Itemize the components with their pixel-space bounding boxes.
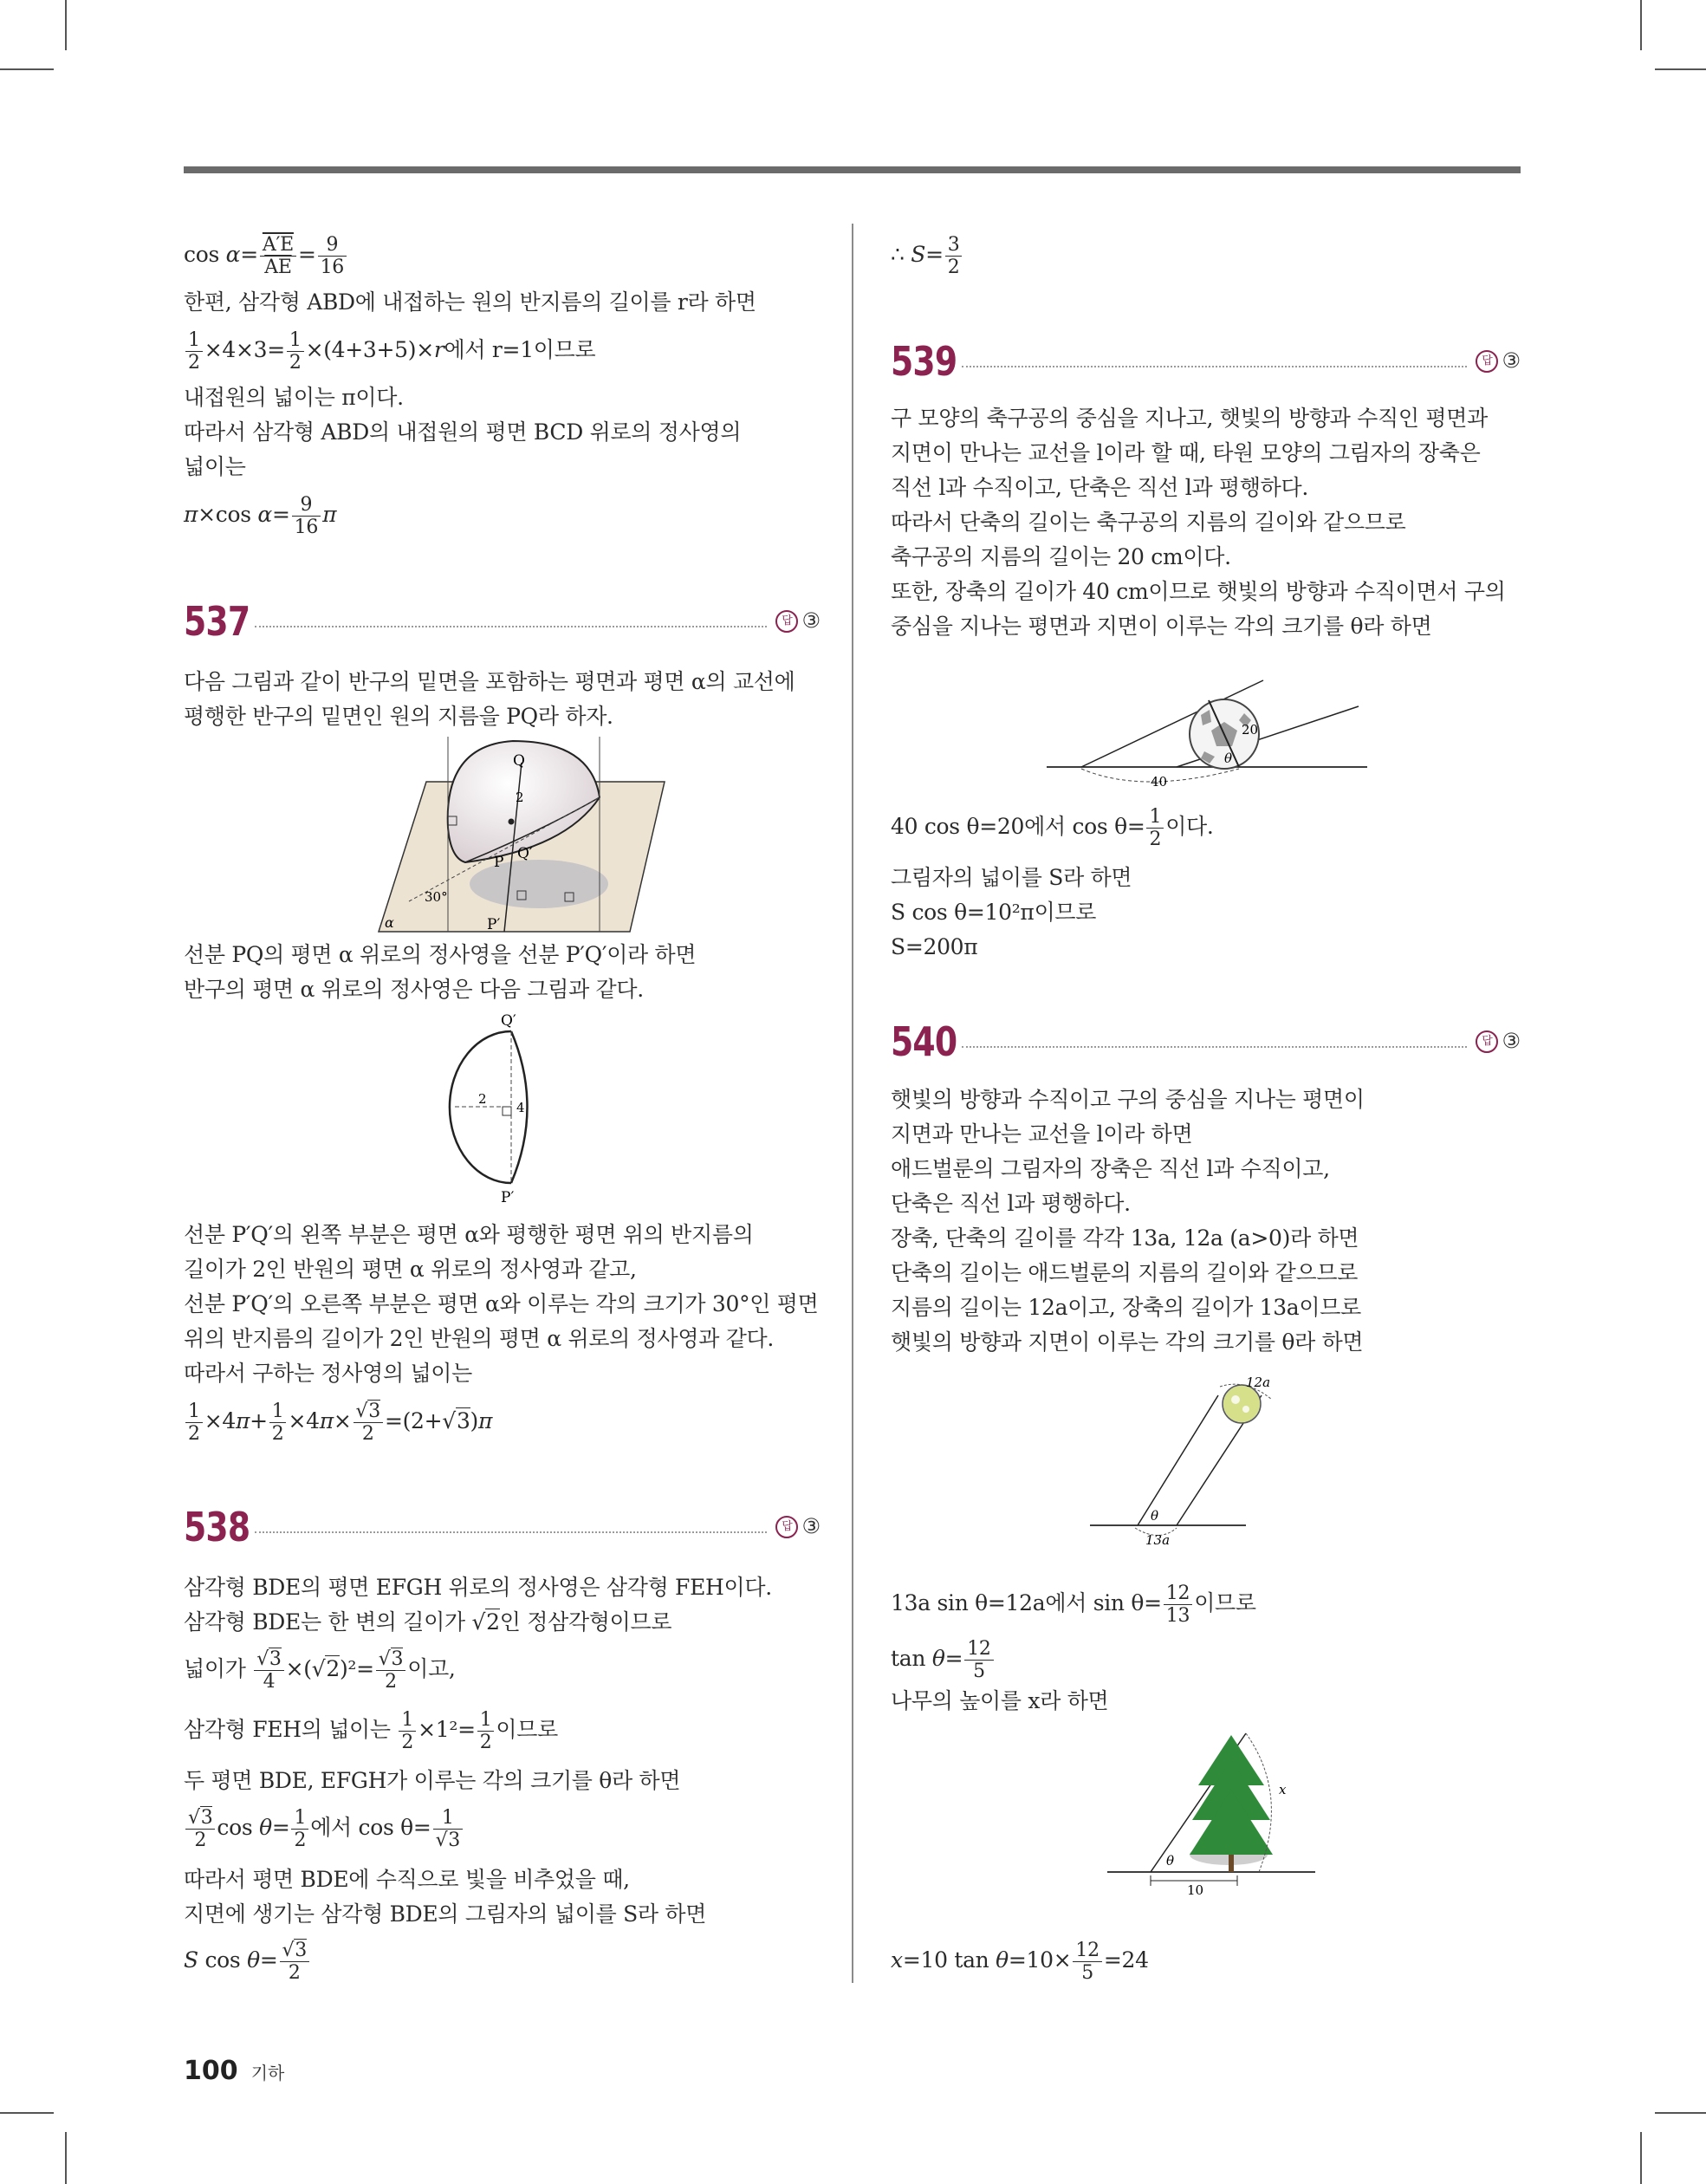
figure-hemisphere-projection (340, 737, 686, 936)
section-number: 538 (184, 1504, 250, 1550)
figure-soccer-ball-shadow (1047, 672, 1376, 802)
text-line: 단축의 길이는 애드벌룬의 지름의 길이와 같으므로 (891, 1260, 1359, 1285)
text-line: 선분 PQ의 평면 α 위로의 정사영을 선분 P′Q′이라 하면 (184, 942, 697, 967)
text-line: 길이가 2인 반원의 평면 α 위로의 정사영과 같고, (184, 1257, 637, 1282)
text-line: 따라서 삼각형 ABD의 내접원의 평면 BCD 위로의 정사영의 (184, 419, 742, 445)
text-line: 두 평면 BDE, EFGH가 이루는 각의 크기를 θ라 하면 (184, 1768, 681, 1793)
crop-mark (1655, 2112, 1706, 2114)
text-line: 내접원의 넓이는 π이다. (184, 385, 404, 410)
label-12a: 12a (1246, 1375, 1271, 1390)
section-538-header (184, 1504, 821, 1556)
label-q-prime: Q′ (517, 845, 533, 862)
formula-incircle: $\frac{1}{2}$ ×4×3= $\frac{1}{2}$ ×(4+3+5)×r에서 r=1이므로 (184, 329, 595, 374)
text-line: 햇빛의 방향과 수직이고 구의 중심을 지나는 평면이 (891, 1087, 1365, 1112)
crop-mark (1655, 68, 1706, 70)
text-line: 다음 그림과 같이 반구의 밑면을 포함하는 평면과 평면 α의 교선에 (184, 669, 795, 694)
section-540-header (891, 1018, 1521, 1070)
text-line: 지름의 길이는 12a이고, 장축의 길이가 13a이므로 (891, 1295, 1361, 1320)
label-x: x (1279, 1782, 1287, 1797)
formula-sin-theta: 13a sin θ=12a에서 sin θ= $\frac{12}{13}$ 이므로 (891, 1583, 1256, 1627)
figure-tree-height (1107, 1725, 1324, 1898)
text-line: 넓이는 (184, 454, 246, 479)
label-2: 2 (516, 790, 524, 805)
dotted-leader (962, 1046, 1467, 1048)
text-line: 햇빛의 방향과 지면이 이루는 각의 크기를 θ라 하면 (891, 1329, 1364, 1355)
column-divider (852, 224, 853, 1983)
answer-icon: 답 (1476, 350, 1498, 373)
text-line: 중심을 지나는 평면과 지면이 이루는 각의 크기를 θ라 하면 (891, 614, 1432, 639)
formula-feh-area: 삼각형 FEH의 넓이는 $\frac{1}{2}$ ×1²= $\frac{1}{2}$ 이므로 (184, 1709, 558, 1753)
text-line: 지면이 만나는 교선을 l이라 할 때, 타원 모양의 그림자의 장축은 (891, 440, 1481, 465)
label-p: P (494, 854, 504, 871)
formula-s-cos: S cos θ= $\frac{√3}{2}$ (184, 1940, 311, 1984)
text-line: 장축, 단축의 길이를 각각 13a, 12a (a>0)라 하면 (891, 1225, 1359, 1251)
text-line: 따라서 평면 BDE에 수직으로 빛을 비추었을 때, (184, 1867, 630, 1892)
formula-bde-area: 넓이가 $\frac{√3}{4}$ ×(√2)²= $\frac{√3}{2}$ 이고, (184, 1648, 456, 1693)
formula-tan-theta: tan θ= $\frac{12}{5}$ (891, 1638, 996, 1682)
text-line: S cos θ=10²π이므로 (891, 900, 1097, 925)
crop-mark (0, 68, 54, 70)
crop-mark (0, 2112, 54, 2114)
answer-icon: 답 (775, 610, 798, 633)
formula-therefore-s: ∴ S= $\frac{3}{2}$ (891, 234, 963, 278)
section-539-header (891, 338, 1521, 390)
label-q-prime: Q′ (501, 1012, 516, 1030)
crop-mark (1640, 0, 1642, 50)
top-rule (184, 166, 1521, 173)
label-2: 2 (478, 1091, 487, 1107)
answer-label: 답 ③ (1476, 348, 1521, 373)
label-20: 20 (1242, 722, 1259, 738)
text-line: 반구의 평면 α 위로의 정사영은 다음 그림과 같다. (184, 977, 644, 1002)
label-alpha: α (385, 914, 394, 931)
formula-x-result: x=10 tan θ=10× $\frac{12}{5}$ =24 (891, 1940, 1149, 1984)
dotted-leader (255, 1531, 767, 1533)
answer-icon: 답 (775, 1516, 798, 1538)
text-line: 나무의 높이를 x라 하면 (891, 1688, 1109, 1713)
dotted-leader (962, 366, 1467, 367)
formula-cos-alpha: cos α= $\frac{A'E}{AE}$ = $\frac{9}{16}$ (184, 234, 348, 278)
label-13a: 13a (1145, 1532, 1171, 1548)
figure-balloon-shadow (1090, 1361, 1315, 1551)
text-line: 삼각형 BDE의 평면 EFGH 위로의 정사영은 삼각형 FEH이다. (184, 1575, 772, 1600)
formula-area: π×cos α= $\frac{9}{16}$ π (184, 494, 337, 538)
label-theta: θ (1151, 1508, 1159, 1524)
text-line: S=200π (891, 934, 978, 959)
answer-label: 답 ③ (775, 608, 821, 633)
text-line: 직선 l과 수직이고, 단축은 직선 l과 평행하다. (891, 475, 1309, 500)
section-number: 540 (891, 1018, 957, 1065)
label-theta: θ (1224, 751, 1233, 766)
label-q: Q (513, 752, 525, 770)
text-fragment: 에서 r=1이므로 (444, 337, 596, 362)
crop-mark (65, 2132, 67, 2184)
label-p-prime: P′ (487, 916, 501, 933)
text-line: 위의 반지름의 길이가 2인 반원의 평면 α 위로의 정사영과 같다. (184, 1326, 775, 1351)
text-line: 선분 P′Q′의 왼쪽 부분은 평면 α와 평행한 평면 위의 반지름의 (184, 1222, 754, 1247)
text-line: 또한, 장축의 길이가 40 cm이므로 햇빛의 방향과 수직이면서 구의 (891, 579, 1506, 604)
text-line: 평행한 반구의 밑면인 원의 지름을 PQ라 하자. (184, 704, 613, 729)
answer-label: 답 ③ (775, 1514, 821, 1538)
label-4: 4 (516, 1100, 525, 1115)
formula-40cos: 40 cos θ=20에서 cos θ= $\frac{1}{2}$ 이다. (891, 806, 1214, 850)
answer-icon: 답 (1476, 1030, 1498, 1053)
formula-537-result: $\frac{1}{2}$ ×4π+ $\frac{1}{2}$ ×4π× $\frac{√3}{2}$ =(2+√3)π (184, 1401, 492, 1445)
section-number: 537 (184, 598, 250, 645)
text-line: 삼각형 BDE는 한 변의 길이가 √2인 정삼각형이므로 (184, 1609, 672, 1635)
page-number: 100 (184, 2056, 238, 2086)
text-line: 선분 P′Q′의 오른쪽 부분은 평면 α와 이루는 각의 크기가 30°인 평면 (184, 1291, 819, 1316)
text-line: 구 모양의 축구공의 중심을 지나고, 햇빛의 방향과 수직인 평면과 (891, 406, 1488, 431)
dotted-leader (255, 626, 767, 627)
section-number: 539 (891, 338, 957, 385)
chapter-name: 기하 (250, 2063, 285, 2083)
crop-mark (1640, 2132, 1642, 2184)
label-10: 10 (1187, 1882, 1204, 1898)
text-line: 따라서 구하는 정사영의 넓이는 (184, 1361, 472, 1386)
answer-label: 답 ③ (1476, 1029, 1521, 1053)
label-angle: 30° (425, 889, 448, 905)
text-line: 따라서 단축의 길이는 축구공의 지름의 길이와 같으므로 (891, 510, 1406, 535)
text-line: 지면과 만나는 교선을 l이라 하면 (891, 1121, 1193, 1147)
text-line: 지면에 생기는 삼각형 BDE의 그림자의 넓이를 S라 하면 (184, 1901, 707, 1927)
label-theta: θ (1166, 1853, 1175, 1869)
text-line: 축구공의 지름의 길이는 20 cm이다. (891, 544, 1231, 569)
formula-cos-theta: $\frac{√3}{2}$ cos θ= $\frac{1}{2}$ 에서 cos θ= $\frac{1}{√3}$ (184, 1807, 464, 1851)
text-line: 한편, 삼각형 ABD에 내접하는 원의 반지름의 길이를 r라 하면 (184, 289, 756, 315)
text-line: 그림자의 넓이를 S라 하면 (891, 865, 1132, 890)
page-footer (184, 2056, 284, 2086)
section-537-header (184, 598, 821, 650)
label-p-prime: P′ (501, 1189, 515, 1206)
crop-mark (65, 0, 67, 50)
label-40: 40 (1151, 774, 1168, 790)
text-line: 단축은 직선 l과 평행하다. (891, 1191, 1131, 1216)
text-line: 애드벌룬의 그림자의 장축은 직선 l과 수직이고, (891, 1156, 1330, 1181)
figure-projection-shape (435, 1010, 582, 1209)
